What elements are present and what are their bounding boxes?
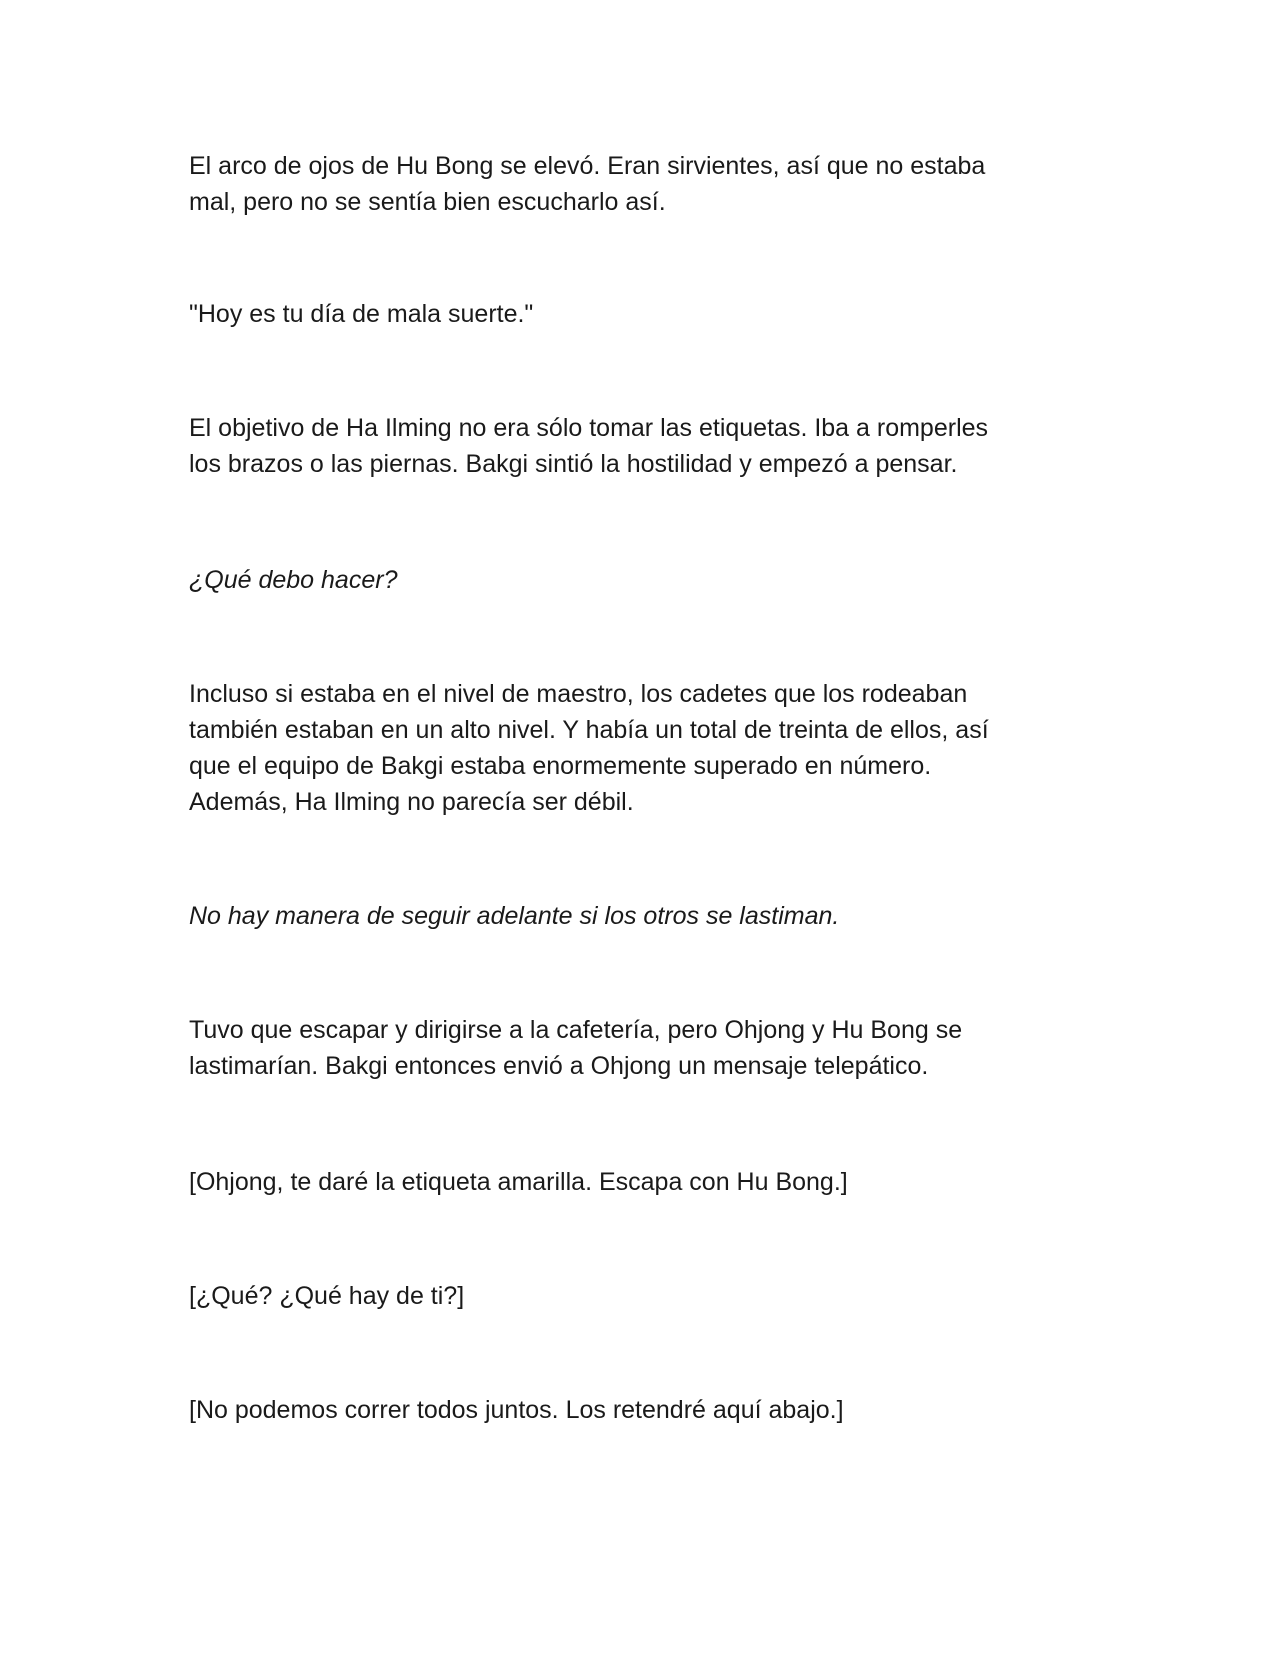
- text-line: [¿Qué? ¿Qué hay de ti?]: [189, 1282, 465, 1310]
- text-line: Incluso si estaba en el nivel de maestro, los cadetes que los rodeaban: [189, 680, 968, 708]
- text-line: "Hoy es tu día de mala suerte.": [189, 300, 534, 328]
- text-line: No hay manera de seguir adelante si los otros se lastiman.: [189, 902, 840, 930]
- paragraph-thought-2: [189, 898, 1089, 934]
- paragraph-dialogue-1: [189, 296, 1089, 332]
- paragraph-narration-2: [189, 410, 1089, 482]
- text-line: lastimarían. Bakgi entonces envió a Ohjong un mensaje telepático.: [189, 1052, 929, 1080]
- text-line: los brazos o las piernas. Bakgi sintió la hostilidad y empezó a pensar.: [189, 450, 958, 478]
- paragraph-narration-3: [189, 676, 1089, 820]
- text-line: Tuvo que escapar y dirigirse a la cafetería, pero Ohjong y Hu Bong se: [189, 1016, 963, 1044]
- text-line: [No podemos correr todos juntos. Los retendré aquí abajo.]: [189, 1396, 844, 1424]
- paragraph-telepathy-3: [189, 1392, 1089, 1428]
- paragraph-telepathy-2: [189, 1278, 1089, 1314]
- text-line: mal, pero no se sentía bien escucharlo así.: [189, 188, 666, 216]
- paragraph-telepathy-1: [189, 1164, 1089, 1200]
- text-line: El arco de ojos de Hu Bong se elevó. Eran sirvientes, así que no estaba: [189, 152, 986, 180]
- paragraph-thought-1: [189, 562, 1089, 598]
- paragraph-narration-1: [189, 148, 1089, 220]
- text-line: El objetivo de Ha Ilming no era sólo tomar las etiquetas. Iba a romperles: [189, 414, 989, 442]
- text-line: también estaban en un alto nivel. Y había un total de treinta de ellos, así: [189, 716, 989, 744]
- text-line: [Ohjong, te daré la etiqueta amarilla. Escapa con Hu Bong.]: [189, 1168, 848, 1196]
- paragraph-narration-4: [189, 1012, 1089, 1084]
- text-line: que el equipo de Bakgi estaba enormemente superado en número.: [189, 752, 932, 780]
- text-line: ¿Qué debo hacer?: [189, 566, 398, 594]
- text-line: Además, Ha Ilming no parecía ser débil.: [189, 788, 634, 816]
